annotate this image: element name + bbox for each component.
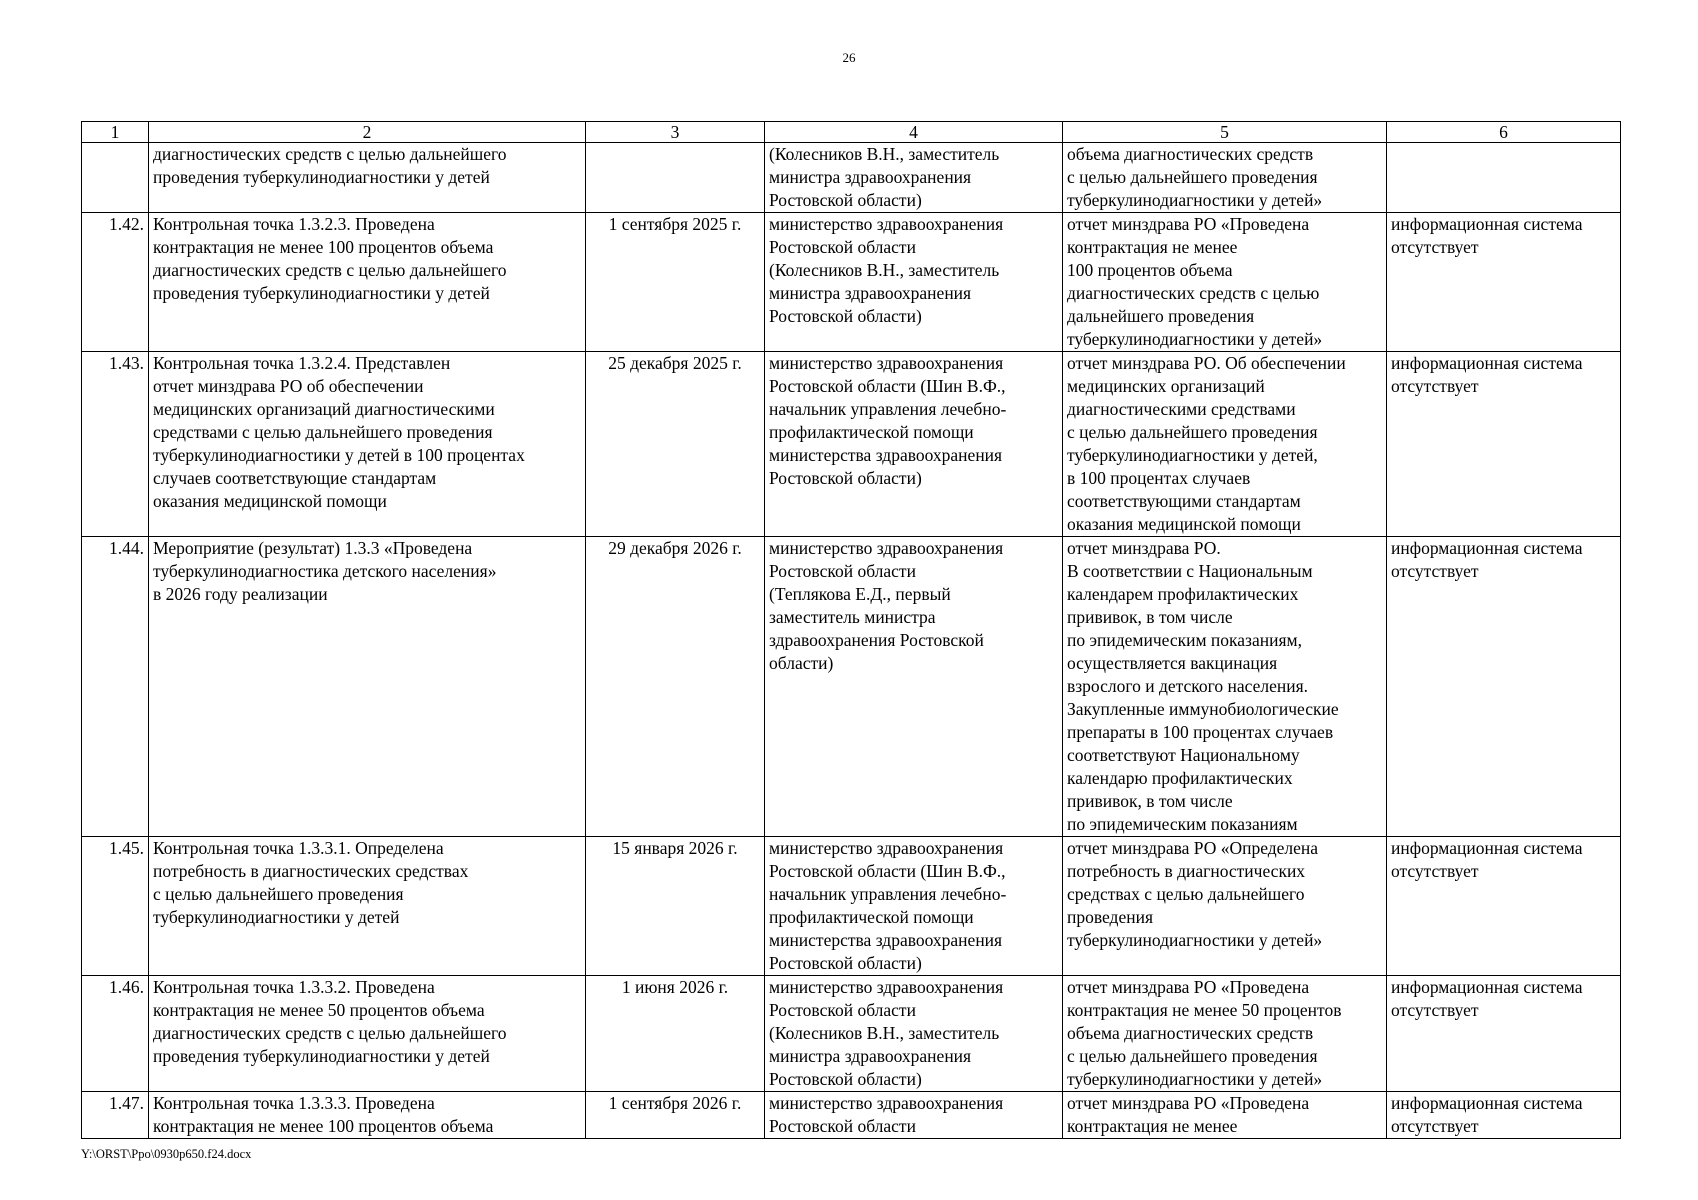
info-system: информационная система отсутствует [1387, 837, 1621, 976]
result-document: отчет минздрава РО. В соответствии с Национальным календарем профилактических прививок, в том числе по эпидемическим показаниям, осуществляется вакцинация взрослого и детского населения. Закупленные иммунобиологические препараты в 100 процентах случаев соответствуют Национальному календарю профилактических прививок, в том числе по эпидемическим показаниям [1063, 537, 1387, 837]
event-description: Контрольная точка 1.3.3.2. Проведена контрактация не менее 50 процентов объема диагностических средств с целью дальнейшего проведения туберкулинодиагностики у детей [149, 976, 586, 1092]
column-header: 2 [149, 122, 586, 143]
row-number: 1.43. [82, 352, 149, 537]
result-document: отчет минздрава РО «Проведена контрактация не менее 100 процентов объема диагностических средств с целью дальнейшего проведения туберкулинодиагностики у детей» [1063, 213, 1387, 352]
plan-table [81, 121, 1621, 1139]
column-header: 6 [1387, 122, 1621, 143]
row-number [82, 143, 149, 213]
table-row [82, 352, 1621, 537]
row-number: 1.45. [82, 837, 149, 976]
info-system: информационная система отсутствует [1387, 976, 1621, 1092]
event-description: Мероприятие (результат) 1.3.3 «Проведена туберкулинодиагностика детского населения» в 2026 году реализации [149, 537, 586, 837]
info-system: информационная система отсутствует [1387, 213, 1621, 352]
row-number: 1.47. [82, 1092, 149, 1139]
event-description: Контрольная точка 1.3.3.1. Определена потребность в диагностических средствах с целью дальнейшего проведения туберкулинодиагностики у детей [149, 837, 586, 976]
responsible-party: министерство здравоохранения Ростовской области [765, 1092, 1063, 1139]
result-document: отчет минздрава РО «Проведена контрактация не менее 50 процентов объема диагностических средств с целью дальнейшего проведения туберкулинодиагностики у детей» [1063, 976, 1387, 1092]
footer-file-path: Y:\ORST\Ppo\0930p650.f24.docx [81, 1147, 252, 1161]
result-document: отчет минздрава РО «Определена потребность в диагностических средствах с целью дальнейшего проведения туберкулинодиагностики у детей» [1063, 837, 1387, 976]
deadline-date: 1 сентября 2026 г. [586, 1092, 765, 1139]
row-number: 1.46. [82, 976, 149, 1092]
table-row [82, 1092, 1621, 1139]
row-number: 1.42. [82, 213, 149, 352]
deadline-date: 15 января 2026 г. [586, 837, 765, 976]
deadline-date: 1 июня 2026 г. [586, 976, 765, 1092]
table-header-row [82, 122, 1621, 143]
info-system: информационная система отсутствует [1387, 1092, 1621, 1139]
info-system [1387, 143, 1621, 213]
responsible-party: министерство здравоохранения Ростовской области (Шин В.Ф., начальник управления лечебно- профилактической помощи министерства здравоохранения Ростовской области) [765, 837, 1063, 976]
deadline-date: 1 сентября 2025 г. [586, 213, 765, 352]
deadline-date: 29 декабря 2026 г. [586, 537, 765, 837]
table-row [82, 213, 1621, 352]
page-number: 26 [842, 50, 856, 65]
event-description: Контрольная точка 1.3.2.3. Проведена контрактация не менее 100 процентов объема диагностических средств с целью дальнейшего проведения туберкулинодиагностики у детей [149, 213, 586, 352]
table-row [82, 143, 1621, 213]
column-header: 1 [82, 122, 149, 143]
responsible-party: министерство здравоохранения Ростовской области (Шин В.Ф., начальник управления лечебно- профилактической помощи министерства здравоохранения Ростовской области) [765, 352, 1063, 537]
table-row [82, 537, 1621, 837]
column-header: 5 [1063, 122, 1387, 143]
result-document: объема диагностических средств с целью дальнейшего проведения туберкулинодиагностики у детей» [1063, 143, 1387, 213]
row-number: 1.44. [82, 537, 149, 837]
responsible-party: (Колесников В.Н., заместитель министра здравоохранения Ростовской области) [765, 143, 1063, 213]
column-header: 3 [586, 122, 765, 143]
column-header: 4 [765, 122, 1063, 143]
event-description: Контрольная точка 1.3.2.4. Представлен отчет минздрава РО об обеспечении медицинских организаций диагностическими средствами с целью дальнейшего проведения туберкулинодиагностики у детей в 100 процентах случаев соответствующие стандартам оказания медицинской помощи [149, 352, 586, 537]
event-description: диагностических средств с целью дальнейшего проведения туберкулинодиагностики у детей [149, 143, 586, 213]
deadline-date [586, 143, 765, 213]
table-row [82, 976, 1621, 1092]
result-document: отчет минздрава РО «Проведена контрактация не менее [1063, 1092, 1387, 1139]
responsible-party: министерство здравоохранения Ростовской области (Теплякова Е.Д., первый заместитель министра здравоохранения Ростовской области) [765, 537, 1063, 837]
deadline-date: 25 декабря 2025 г. [586, 352, 765, 537]
responsible-party: министерство здравоохранения Ростовской области (Колесников В.Н., заместитель министра здравоохранения Ростовской области) [765, 213, 1063, 352]
result-document: отчет минздрава РО. Об обеспечении медицинских организаций диагностическими средствами с целью дальнейшего проведения туберкулинодиагностики у детей, в 100 процентах случаев соответствующими стандартам оказания медицинской помощи [1063, 352, 1387, 537]
responsible-party: министерство здравоохранения Ростовской области (Колесников В.Н., заместитель министра здравоохранения Ростовской области) [765, 976, 1063, 1092]
table-row [82, 837, 1621, 976]
event-description: Контрольная точка 1.3.3.3. Проведена контрактация не менее 100 процентов объема [149, 1092, 586, 1139]
info-system: информационная система отсутствует [1387, 537, 1621, 837]
info-system: информационная система отсутствует [1387, 352, 1621, 537]
